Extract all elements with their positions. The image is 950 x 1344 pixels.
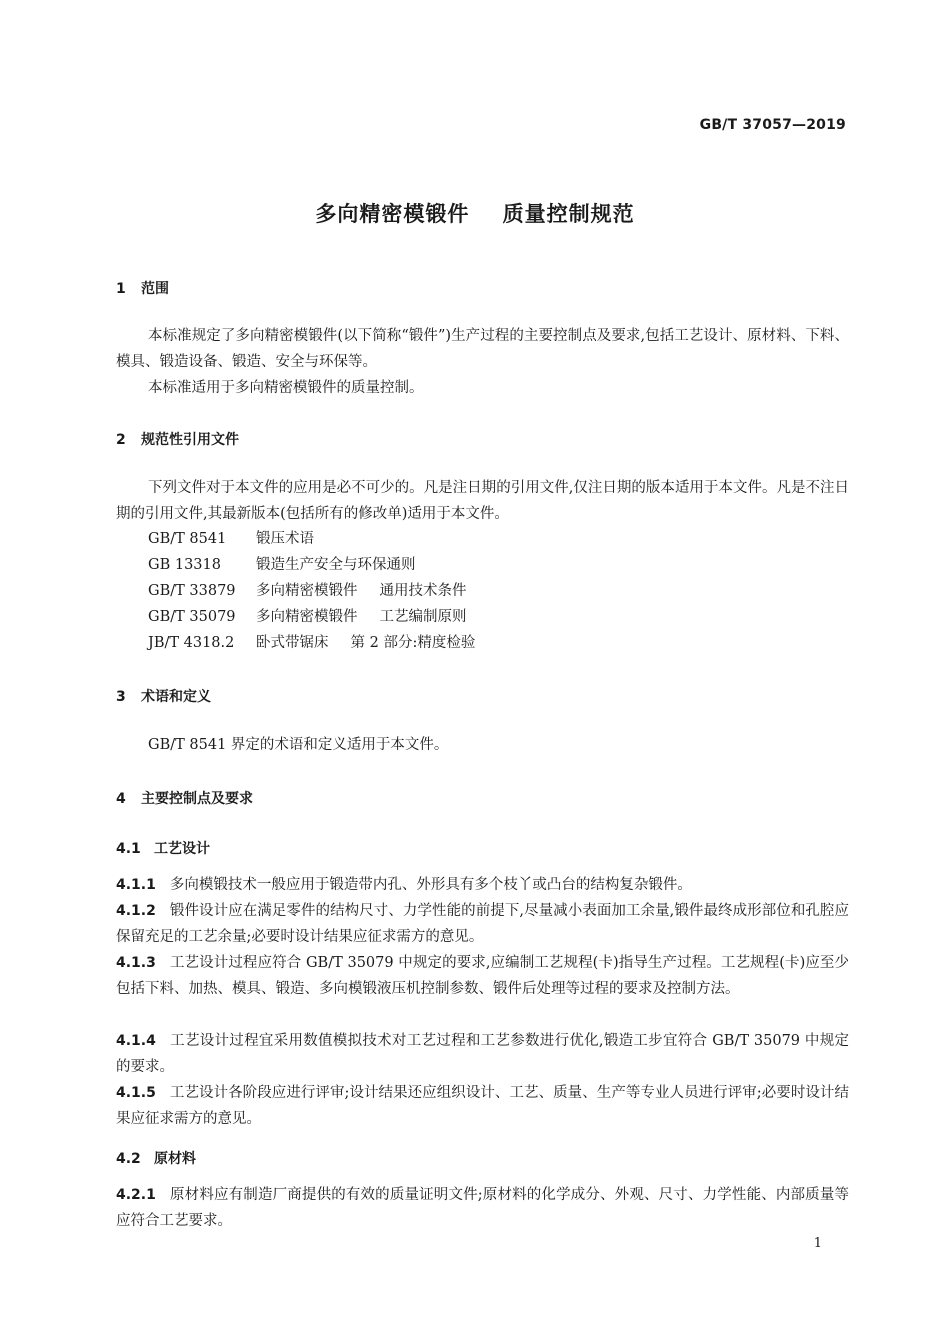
reference-title: 锻造生产安全与环保通则 <box>256 557 416 573</box>
section-number: 2 <box>116 432 126 448</box>
document-title <box>0 198 950 228</box>
clause-4-1-3 <box>116 950 849 1002</box>
clause-number: 4.1.2 <box>116 903 156 919</box>
reference-item <box>148 578 475 604</box>
section-number: 4.1 <box>116 841 141 857</box>
clause-text: 工艺设计过程应符合 GB/T 35079 中规定的要求,应编制工艺规程(卡)指导生产过程。工艺规程(卡)应至少包括下料、加热、模具、锻造、多向模锻液压机控制参数、锻件后处理等过程的要求及控制方法。 <box>116 955 849 997</box>
section-2-heading <box>116 429 239 449</box>
reference-title: 卧式带锯床 <box>256 635 329 651</box>
clause-text: 工艺设计各阶段应进行评审;设计结果还应组织设计、工艺、质量、生产等专业人员进行评审;必要时设计结果应征求需方的意见。 <box>116 1085 849 1127</box>
reference-item <box>148 552 475 578</box>
reference-item <box>148 630 475 656</box>
section-3-heading <box>116 686 211 706</box>
clause-4-2-1 <box>116 1182 849 1234</box>
clause-number: 4.1.1 <box>116 877 156 893</box>
clause-number: 4.2.1 <box>116 1187 156 1203</box>
scope-paragraph-2: 本标准适用于多向精密模锻件的质量控制。 <box>148 380 424 396</box>
section-title: 范围 <box>141 281 169 297</box>
reference-item <box>148 604 475 630</box>
section-number: 4.2 <box>116 1151 141 1167</box>
section-number: 3 <box>116 689 126 705</box>
clause-4-1-5 <box>116 1080 849 1132</box>
clause-number: 4.1.5 <box>116 1085 156 1101</box>
section-title: 工艺设计 <box>154 841 210 857</box>
title-sub: 质量控制规范 <box>502 202 635 226</box>
section-4-2-heading <box>116 1148 196 1168</box>
clause-4-1-2 <box>116 898 849 950</box>
section-title: 主要控制点及要求 <box>141 791 253 807</box>
section-title: 原材料 <box>154 1151 196 1167</box>
section-number: 1 <box>116 281 126 297</box>
normative-reference-list <box>148 526 475 656</box>
clause-number: 4.1.3 <box>116 955 156 971</box>
reference-item <box>148 526 475 552</box>
reference-subtitle: 通用技术条件 <box>379 583 467 599</box>
section-1-heading <box>116 278 169 298</box>
section-4-1-heading <box>116 838 210 858</box>
section-number: 4 <box>116 791 126 807</box>
reference-code: GB/T 35079 <box>148 609 236 625</box>
clause-text: 多向模锻技术一般应用于锻造带内孔、外形具有多个枝丫或凸台的结构复杂锻件。 <box>169 877 692 893</box>
clause-4-1-4 <box>116 1028 849 1080</box>
terms-paragraph: GB/T 8541 界定的术语和定义适用于本文件。 <box>148 737 449 753</box>
reference-code: JB/T 4318.2 <box>148 635 235 651</box>
clause-text: 锻件设计应在满足零件的结构尺寸、力学性能的前提下,尽量减小表面加工余量,锻件最终成形部位和孔腔应保留充足的工艺余量;必要时设计结果应征求需方的意见。 <box>116 903 849 945</box>
section-title: 规范性引用文件 <box>141 432 239 448</box>
scope-paragraph-1: 本标准规定了多向精密模锻件(以下简称“锻件”)生产过程的主要控制点及要求,包括工艺设计、原材料、下料、模具、锻造设备、锻造、安全与环保等。 <box>116 328 849 370</box>
clause-text: 原材料应有制造厂商提供的有效的质量证明文件;原材料的化学成分、外观、尺寸、力学性能、内部质量等应符合工艺要求。 <box>116 1187 849 1229</box>
reference-subtitle: 第 2 部分:精度检验 <box>350 635 476 651</box>
reference-code: GB/T 33879 <box>148 583 236 599</box>
clause-text: 工艺设计过程宜采用数值模拟技术对工艺过程和工艺参数进行优化,锻造工步宜符合 GB/T 35079 中规定的要求。 <box>116 1033 849 1075</box>
reference-subtitle: 工艺编制原则 <box>379 609 467 625</box>
standard-code: GB/T 37057—2019 <box>699 117 846 133</box>
reference-title: 锻压术语 <box>256 531 314 547</box>
reference-title: 多向精密模锻件 <box>256 583 358 599</box>
reference-code: GB 13318 <box>148 557 221 573</box>
clause-4-1-1 <box>116 872 849 898</box>
section-title: 术语和定义 <box>141 689 211 705</box>
title-main: 多向精密模锻件 <box>315 202 470 226</box>
section-4-heading <box>116 788 253 808</box>
clause-number: 4.1.4 <box>116 1033 156 1049</box>
page-number: 1 <box>813 1236 822 1251</box>
normative-intro-paragraph: 下列文件对于本文件的应用是必不可少的。凡是注日期的引用文件,仅注日期的版本适用于本文件。凡是不注日期的引用文件,其最新版本(包括所有的修改单)适用于本文件。 <box>116 480 849 522</box>
reference-title: 多向精密模锻件 <box>256 609 358 625</box>
reference-code: GB/T 8541 <box>148 531 227 547</box>
